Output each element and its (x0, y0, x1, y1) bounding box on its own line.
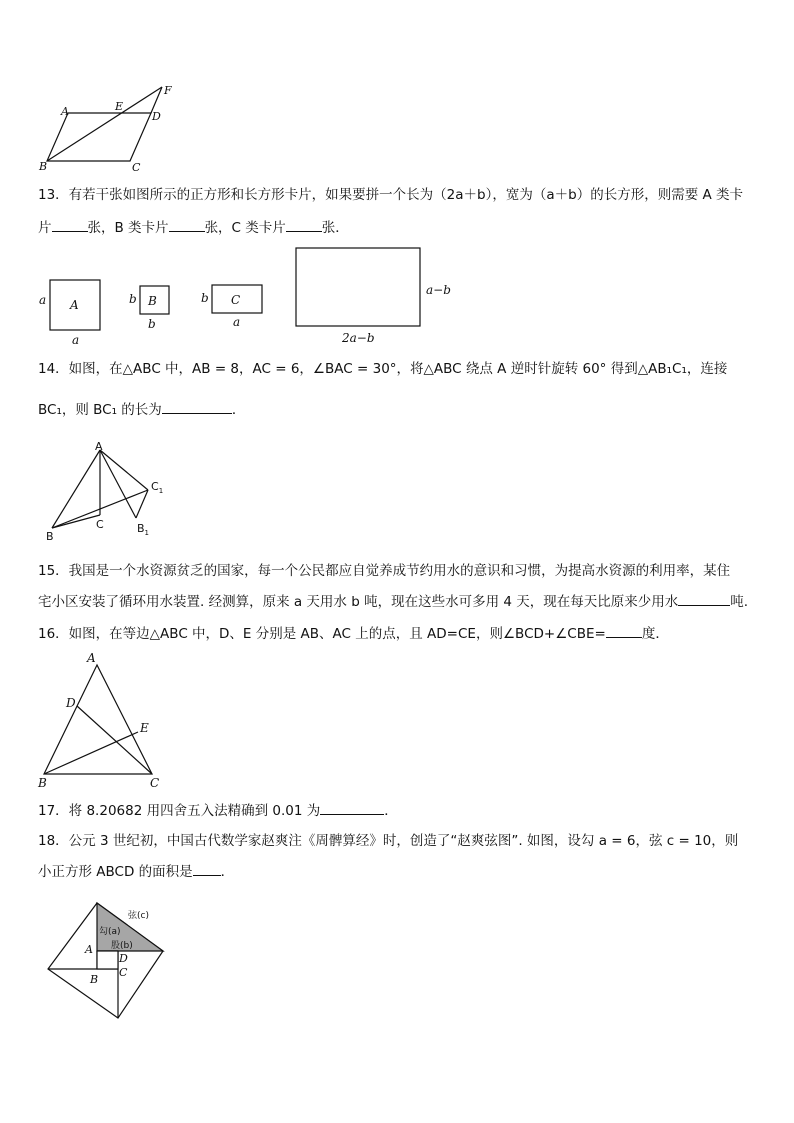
label-D: D (152, 110, 161, 123)
q14-line1: 14．如图，在△ABC 中，AB = 8，AC = 6，∠BAC = 30°，将△ABC 绕点 A 逆时针旋转 60° 得到△AB₁C₁，连接 (38, 361, 728, 377)
label-gu: 股(b) (111, 941, 133, 951)
q15-text: 吨. (730, 594, 749, 610)
answer-blank (678, 592, 730, 606)
label-C: C (132, 161, 141, 174)
q16-text: 16．如图，在等边△ABC 中，D、E 分别是 AB、AC 上的点，且 AD=CE，则∠BCD+∠CBE= (38, 626, 606, 642)
label-E: E (115, 100, 124, 113)
label-A: A (85, 943, 93, 956)
q14-text: ． (231, 402, 246, 418)
label-B1: $B_1$ (137, 522, 150, 537)
card-C-label: C (231, 293, 241, 307)
q13-text: 片 (38, 220, 52, 236)
q13-line2 (38, 218, 349, 237)
q13-line1: 13．有若干张如图所示的正方形和长方形卡片，如果要拼一个长为（2a＋b），宽为（a＋b）的长方形，则需要 A 类卡 (38, 187, 744, 203)
q13-text: 张，B 类卡片 (87, 220, 169, 236)
label-A: A (95, 440, 103, 453)
q16-text: 度． (641, 626, 669, 642)
rotation-figure (40, 440, 180, 545)
answer-blank (320, 801, 384, 815)
answer-blank (286, 218, 322, 232)
card-A-side: a (39, 293, 47, 307)
q15-line2 (38, 592, 748, 611)
label-gou: 勾(a) (99, 927, 121, 937)
q14-text: BC₁，则 BC₁ 的长为 (38, 402, 162, 418)
q13-text: 张． (321, 220, 349, 236)
card-A-bottom: a (72, 333, 80, 347)
answer-blank (193, 862, 221, 876)
q18-text: ． (220, 864, 235, 880)
card-A-label: A (70, 298, 79, 312)
answer-blank (162, 400, 232, 414)
equilateral-figure (30, 650, 170, 792)
label-F: F (164, 84, 172, 97)
label-C: C (150, 776, 160, 790)
card-C-side: b (201, 291, 209, 305)
answer-blank (606, 624, 642, 638)
q16-line1 (38, 624, 669, 643)
label-C: C (119, 966, 128, 979)
q17-text: ． (384, 803, 398, 819)
q17-text: 17．将 8.20682 用四舍五入法精确到 0.01 为 (38, 803, 321, 819)
label-D: D (66, 696, 76, 710)
zhao-shuang-figure (40, 895, 175, 1025)
label-C1: $C_1$ (151, 480, 164, 495)
q17-line1 (38, 801, 398, 820)
big-rect-right: a−b (426, 283, 451, 297)
card-C-bottom: a (233, 315, 241, 329)
label-B: B (38, 776, 47, 790)
q14-line2 (38, 400, 245, 419)
q18-text: 小正方形 ABCD 的面积是 (38, 864, 193, 880)
q18-line1: 18．公元 3 世纪初，中国古代数学家赵爽注《周髀算经》时，创造了“赵爽弦图”. 如图，设勾 a = 6，弦 c = 10，则 (38, 833, 739, 849)
q13-text: 张，C 类卡片 (204, 220, 286, 236)
label-B: B (39, 160, 48, 173)
q15-line1: 15．我国是一个水资源贫乏的国家，每一个公民都应自觉养成节约用水的意识和习惯，为提高水资源的利用率，某住 (38, 563, 731, 579)
label-B: B (90, 973, 99, 986)
label-B: B (46, 530, 54, 543)
big-rect-bottom: 2a−b (342, 331, 375, 345)
label-E: E (140, 721, 149, 735)
label-A: A (87, 651, 96, 665)
q15-text: 宅小区安装了循环用水装置. 经测算，原来 a 天用水 b 吨，现在这些水可多用 4 天，现在每天比原来少用水 (38, 594, 679, 610)
cards-figure (30, 244, 460, 348)
answer-blank (52, 218, 88, 232)
parallelogram-figure (30, 82, 190, 177)
card-B-label: B (148, 294, 157, 308)
card-B-side: b (129, 292, 137, 306)
label-C: C (96, 518, 104, 531)
q18-line2 (38, 862, 234, 881)
card-B-bottom: b (148, 317, 156, 331)
label-A: A (61, 105, 69, 118)
label-D: D (119, 952, 128, 965)
label-xian: 弦(c) (128, 911, 149, 921)
answer-blank (169, 218, 205, 232)
